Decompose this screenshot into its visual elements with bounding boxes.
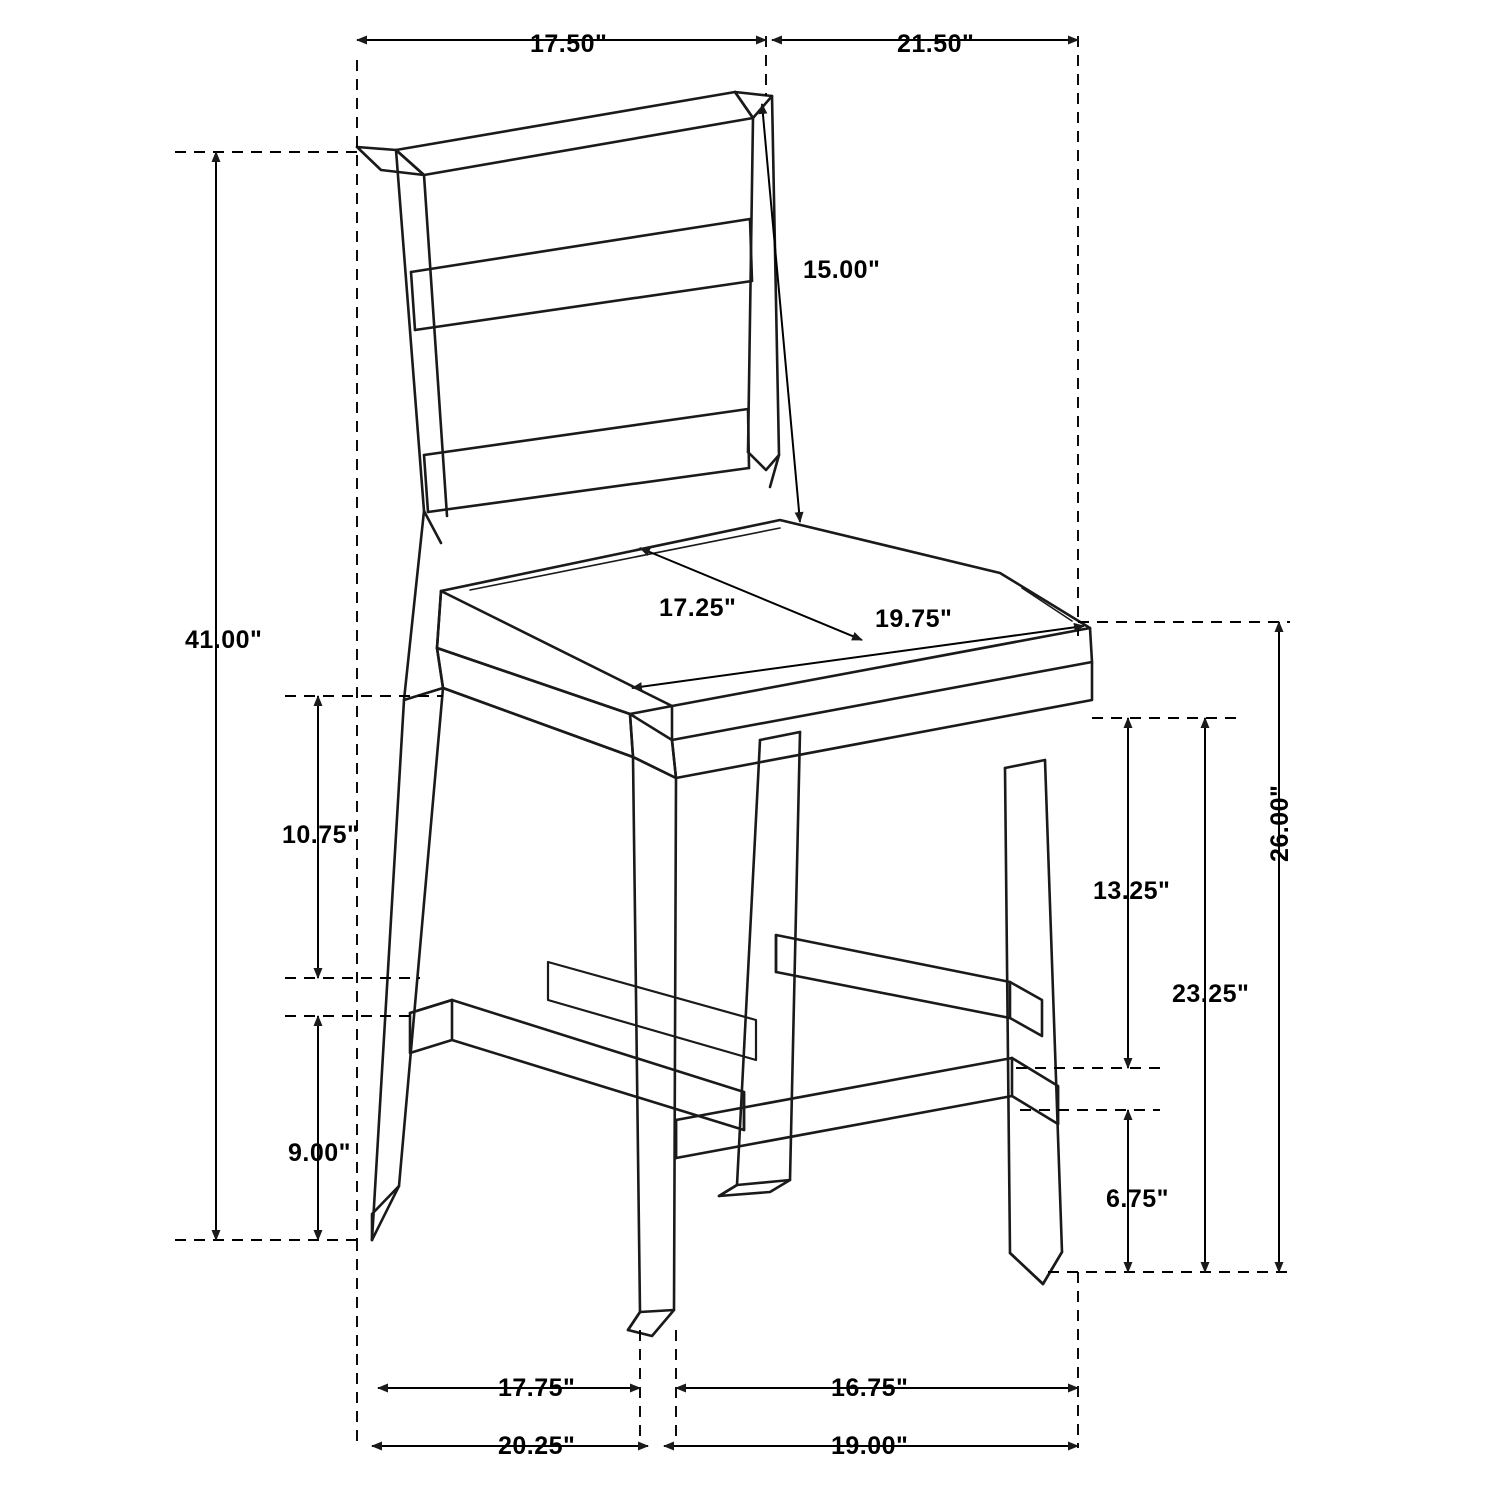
dim-label-foot-spread-front-left: 17.75"	[498, 1374, 576, 1402]
dim-label-overall-seat-height: 26.00"	[1266, 784, 1294, 862]
dim-label-overall-height: 41.00"	[185, 626, 263, 654]
extension-lines	[175, 36, 1290, 1448]
dim-label-foot-spread-back-left: 20.25"	[498, 1432, 576, 1460]
dim-label-seat-height-back: 23.25"	[1172, 980, 1250, 1008]
dim-label-back-height: 15.00"	[803, 256, 881, 284]
dim-line-15-00	[762, 104, 800, 522]
dim-label-back-top-width-right: 21.50"	[897, 30, 975, 58]
dim-label-back-top-width-left: 17.50"	[530, 30, 608, 58]
stool-geometry	[357, 92, 1092, 1336]
dim-label-foot-spread-front-right: 16.75"	[831, 1374, 909, 1402]
dimension-lines	[175, 36, 1290, 1448]
dim-label-seat-to-footrest-left: 10.75"	[282, 821, 360, 849]
dim-label-seat-depth: 17.25"	[659, 594, 737, 622]
dim-label-foot-spread-back-right: 19.00"	[831, 1432, 909, 1460]
dim-line-19-75	[632, 626, 1084, 688]
dim-label-footrest-height: 6.75"	[1106, 1185, 1170, 1213]
dim-label-seat-width: 19.75"	[875, 605, 953, 633]
dim-label-floor-to-stretcher: 9.00"	[288, 1139, 352, 1167]
dim-label-seat-height-front: 13.25"	[1093, 877, 1171, 905]
